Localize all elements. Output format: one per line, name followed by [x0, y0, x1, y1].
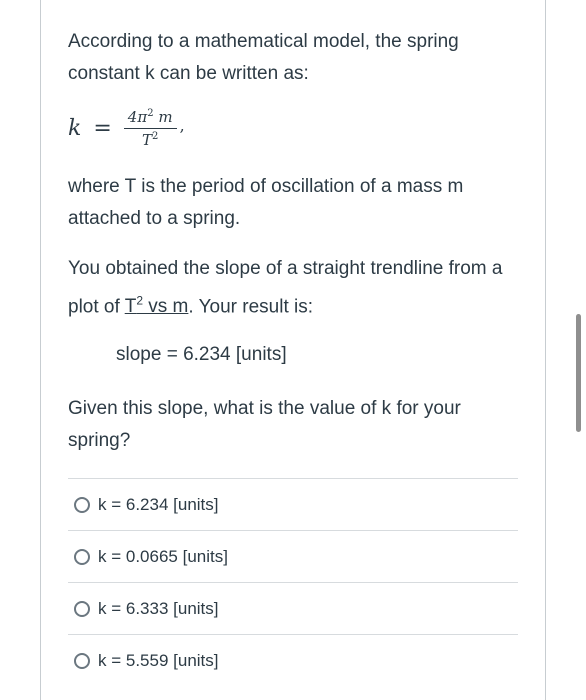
denominator-exponent: 2 — [151, 131, 159, 142]
formula-denominator — [142, 129, 158, 149]
question-card — [40, 0, 546, 700]
plot-reference — [125, 296, 189, 317]
formula-fraction — [124, 108, 177, 149]
answer-option-4[interactable] — [68, 634, 518, 686]
answer-list — [68, 478, 518, 686]
slope-intro-suffix: . Your result is: — [188, 296, 314, 318]
numerator-coeff: 4π — [127, 108, 148, 126]
formula-equals: = — [93, 116, 112, 141]
plot-reference-var: T — [124, 296, 137, 318]
answer-option-3[interactable] — [68, 582, 518, 634]
scrollbar-thumb[interactable] — [576, 314, 581, 432]
spring-constant-formula — [68, 108, 518, 149]
formula-lhs: k — [68, 116, 82, 141]
formula-numerator — [124, 108, 177, 129]
numerator-exponent: 2 — [147, 108, 154, 119]
slope-intro-text — [68, 253, 518, 323]
answer-label: k = 5.559 [units] — [98, 650, 219, 670]
answer-label: k = 0.0665 [units] — [98, 546, 228, 566]
denominator-var: T — [141, 131, 152, 149]
slope-value: slope = 6.234 [units] — [116, 344, 287, 366]
answer-label: k = 6.234 [units] — [98, 494, 219, 514]
radio-icon[interactable] — [74, 549, 90, 565]
radio-icon[interactable] — [74, 653, 90, 669]
answer-label: k = 6.333 [units] — [98, 598, 219, 618]
formula-comma: , — [179, 116, 185, 135]
answer-option-1[interactable] — [68, 478, 518, 530]
question-body — [68, 26, 518, 475]
answer-option-2[interactable] — [68, 530, 518, 582]
radio-icon[interactable] — [74, 497, 90, 513]
intro-text: According to a mathematical model, the spring constant k can be written as: — [68, 31, 459, 84]
plot-reference-rest: vs m — [143, 296, 189, 318]
where-text: where T is the period of oscillation of a mass m attached to a spring. — [68, 176, 464, 229]
plot-reference-exponent: 2 — [136, 294, 143, 308]
question-prompt: Given this slope, what is the value of k for your spring? — [68, 398, 461, 452]
slope-intro-prefix: You obtained the slope of a straight trendline from a plot of — [68, 258, 503, 318]
radio-icon[interactable] — [74, 601, 90, 617]
numerator-var: m — [153, 108, 173, 126]
